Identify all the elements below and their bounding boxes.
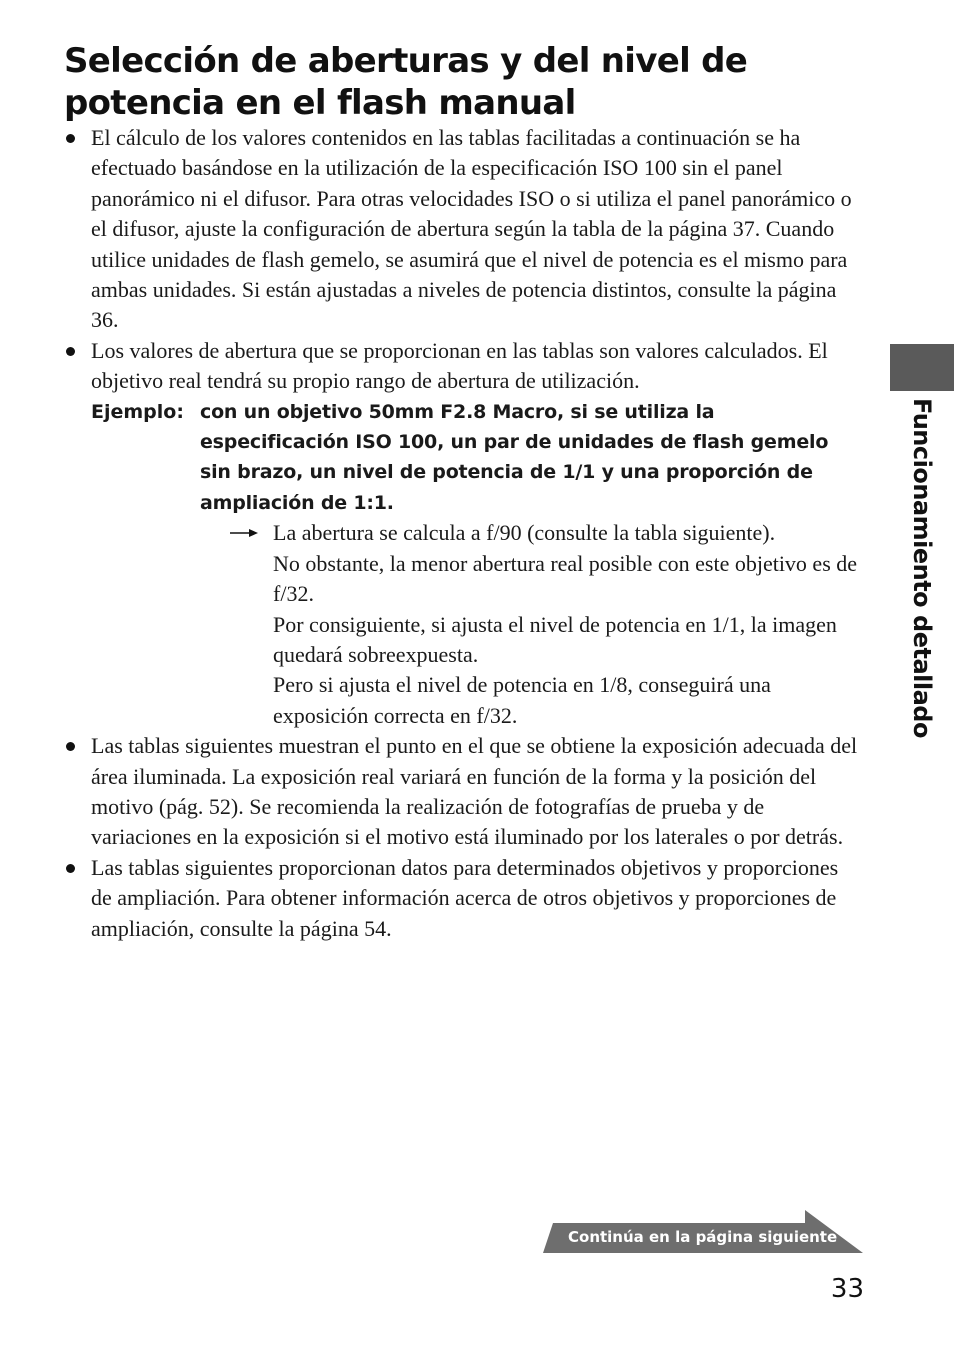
bullet-text: Las tablas siguientes muestran el punto en el que se obtiene la exposición adecuada del área iluminada. La exposición real variará en función de la forma y la posición del motivo (pág. 52). Se recomienda la realización de fotografías de prueba y de variaciones en la exposición si el motivo está iluminado por los laterales o por detrás. xyxy=(91,733,858,850)
bullet-dot-icon xyxy=(66,742,75,751)
bullet-dot-icon xyxy=(66,134,75,143)
section-tab xyxy=(890,344,954,391)
page-number: 33 xyxy=(830,1274,864,1304)
bullet-item xyxy=(64,853,864,944)
result-line: No obstante, la menor abertura real posible con este objetivo es de f/32. xyxy=(273,550,858,607)
example-text: con un objetivo 50mm F2.8 Macro, si se utiliza la especificación ISO 100, un par de unidades de flash gemelo sin brazo, un nivel de potencia de 1/1 y una proporción de ampliación de 1:1. xyxy=(200,400,829,514)
bullet-dot-icon xyxy=(66,864,75,873)
page-title: Selección de aberturas y del nivel de potencia en el flash manual xyxy=(64,41,748,123)
section-label: Funcionamiento detallado xyxy=(908,398,936,738)
bullet-text: El cálculo de los valores contenidos en las tablas facilitadas a continuación se ha efectuado basándose en la utilización de la especificación ISO 100 sin el panel panorámico ni el difusor. Para otras velocidades ISO o si utiliza el panel panorámico o el difusor, ajuste la configuración de abertura según la tabla de la página 37. Cuando utilice unidades de flash gemelo, se asumirá que el nivel de potencia es el mismo para ambas unidades. Si están ajustadas a niveles de potencia distintos, consulte la página 36. xyxy=(91,125,852,333)
continue-label: Continúa en la página siguiente xyxy=(568,1228,838,1246)
bullet-item xyxy=(64,336,864,397)
bullet-text: Los valores de abertura que se proporcionan en las tablas son valores calculados. El objetivo real tendrá su propio rango de abertura de utilización. xyxy=(91,337,828,394)
result-line: La abertura se calcula a f/90 (consulte la tabla siguiente). xyxy=(273,520,776,546)
content-body xyxy=(64,123,864,944)
right-arrow-icon xyxy=(229,526,259,540)
example-result xyxy=(273,518,864,731)
bullet-text: Las tablas siguientes proporcionan datos para determinados objetivos y proporciones de ampliación. Para obtener información acerca de otros objetivos y proporciones de ampliación, consulte la página 54. xyxy=(91,854,839,941)
bullet-dot-icon xyxy=(66,347,75,356)
example-label: Ejemplo: xyxy=(91,400,184,423)
result-line: Por consiguiente, si ajusta el nivel de potencia en 1/1, la imagen quedará sobreexpuesta. xyxy=(273,611,837,667)
result-line: Pero si ajusta el nivel de potencia en 1/8, conseguirá una exposición correcta en f/32. xyxy=(273,672,771,728)
bullet-item xyxy=(64,123,864,336)
example-block xyxy=(64,397,864,731)
bullet-item xyxy=(64,731,864,853)
